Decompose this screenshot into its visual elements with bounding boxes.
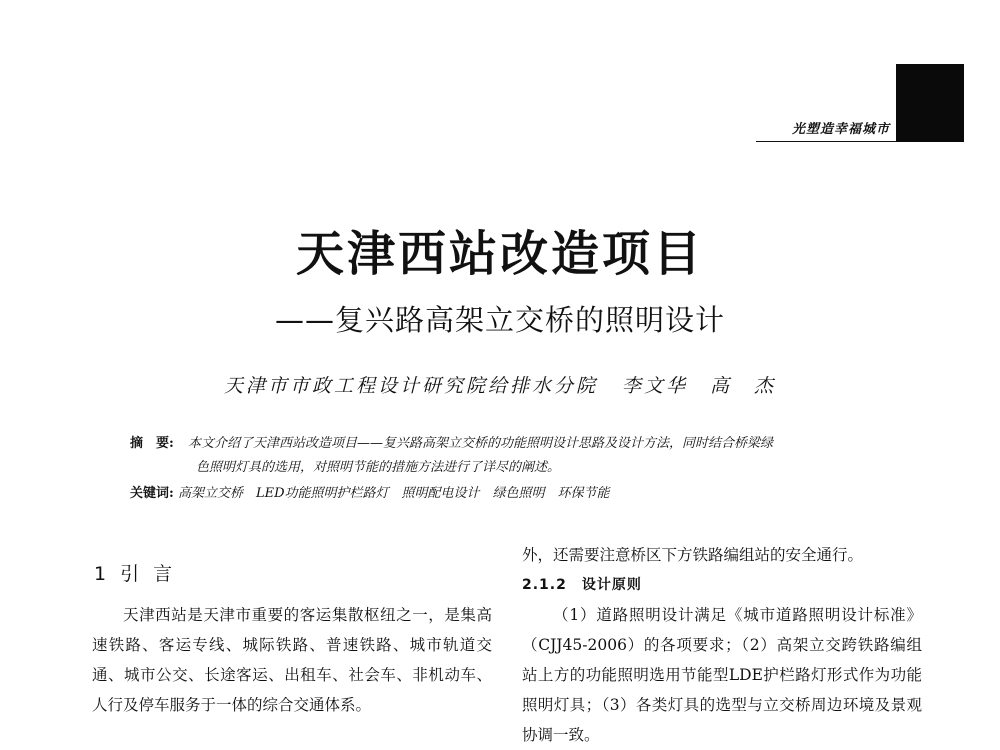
continuation-paragraph: 外，还需要注意桥区下方铁路编组站的安全通行。 [522,546,864,564]
subsection-heading-design-principles: 2.1.2 设计原则 [522,577,642,593]
abstract-label: 摘 要: [130,436,174,451]
abstract-text-1: 本文介绍了天津西站改造项目——复兴路高架立交桥的功能照明设计思路及设计方法，同时结合桥梁绿 [188,436,774,451]
abstract [130,432,900,480]
keywords [130,482,900,506]
right-column [522,540,922,750]
design-principles-paragraph: （1）道路照明设计满足《城市道路照明设计标准》（CJJ45-2006）的各项要求；（2）高架立交跨铁路编组站上方的功能照明选用节能型LDE护栏路灯形式作为功能照明灯具；（3）各类灯具的选型与立交桥周边环境及景观协调一致。 [522,606,922,744]
author-affiliation: 天津市市政工程设计研究院给排水分院 [223,375,598,397]
author-names: 李文华 高 杰 [622,375,777,397]
author-line [0,372,1000,400]
left-column [92,600,492,720]
abstract-text-2: 色照明灯具的选用，对照明节能的措施方法进行了详尽的阐述。 [196,460,561,475]
running-header: 光塑造幸福城市 [756,120,896,142]
abstract-line-1 [130,432,900,456]
section-heading-introduction: 1 引 言 [94,563,177,585]
introduction-paragraph: 天津西站是天津市重要的客运集散枢纽之一，是集高速铁路、客运专线、城际铁路、普速铁路、城市轨道交通、城市公交、长途客运、出租车、社会车、非机动车、人行及停车服务于一体的综合交通体系。 [92,606,492,714]
paper-subtitle: ——复兴路高架立交桥的照明设计 [274,303,725,337]
keywords-label: 关键词: [130,486,174,501]
paper-title: 天津西站改造项目 [295,226,704,282]
page-corner-tab [896,64,964,142]
keywords-text: 高架立交桥 LED功能照明护栏路灯 照明配电设计 绿色照明 环保节能 [177,486,610,501]
